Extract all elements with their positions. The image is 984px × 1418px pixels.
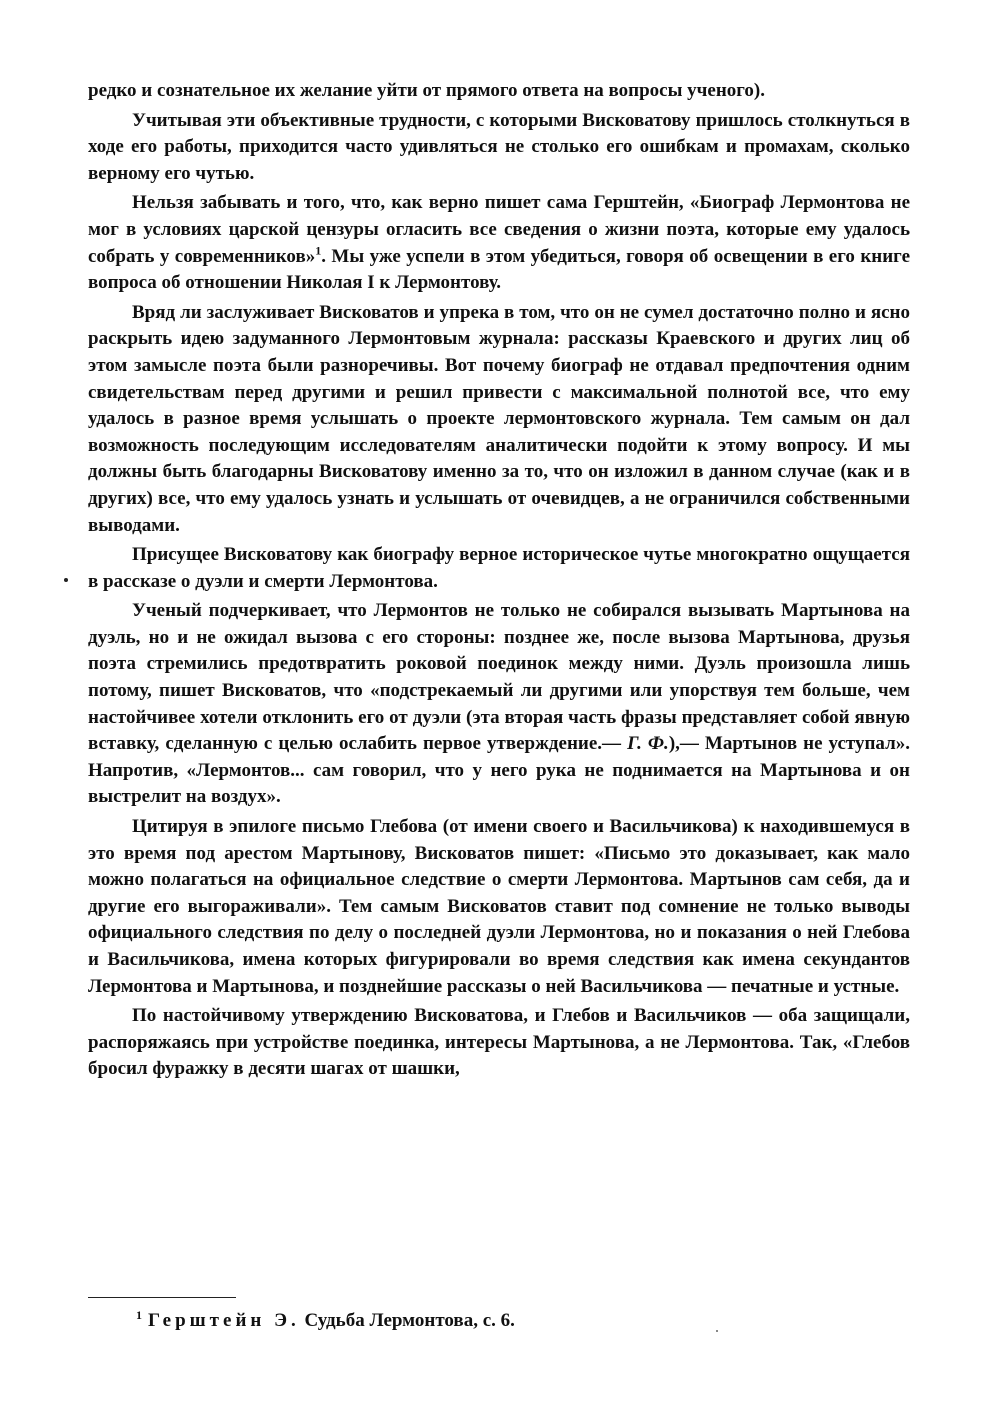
paragraph-6-text-b: ),— Мартынов не уступал». Напротив, «Лермонтов... сам говорил, что у него рука не поднимается на Мартынова и он выстрелит на воздух». xyxy=(88,733,910,808)
footnote-source: Судьба Лермонтова, с. 6. xyxy=(304,1310,515,1331)
footnote-author: Герштейн Э. xyxy=(148,1310,300,1331)
paragraph-1: редко и сознательное их желание уйти от прямого ответа на вопросы ученого). xyxy=(88,80,766,101)
paragraph-3-text-b: . Мы уже успели в этом убедиться, говоря об освещении в его книге вопроса об отношении Николая I к Лермонтову. xyxy=(88,245,910,294)
paragraph-5: Присущее Висковатову как биографу верное историческое чутье многократно ощущается в рассказе о дуэли и смерти Лермонтова. xyxy=(88,544,910,592)
footnote-reference[interactable]: 1 xyxy=(315,243,322,258)
paragraph-6-text-a: Ученый подчеркивает, что Лермонтов не только не собирался вызывать Мартынова на дуэль, но и не ожидал вызова с его стороны: позднее же, после вызова Мартынова, друзья поэта стремились предотвратить роковой поединок между ними. Дуэль произошла лишь потому, пишет Висковатов, что «подстрекаемый ли другими или упорствуя тем больше, чем настойчивее хотели отклонить его от дуэли (эта вторая часть фразы представляет собой явную вставку, сделанную с целью ослабить первое утверждение.— xyxy=(88,600,910,755)
page-body xyxy=(88,78,910,1086)
margin-mark xyxy=(64,578,68,582)
paragraph-4: Вряд ли заслуживает Висковатов и упрека в том, что он не сумел достаточно полно и ясно раскрыть идею задуманного Лермонтовым журнала: рассказы Краевского и других лиц об этом замысле поэта были разноречивы. Вот почему биограф не отдавал предпочтения одним свидетельствам перед другими и решил привести с максимальной полнотой все, что ему удалось в разное время услышать о проекте лермонтовского журнала. Тем самым он дал возможность последующим исследователям аналитически подойти к этому вопросу. И мы должны быть благодарны Висковатову именно за то, что он изложил в данном случае (как и в других) все, что ему удалось узнать и услышать от очевидцев, а не ограничился собственными выводами. xyxy=(88,301,910,536)
paragraph-7: Цитируя в эпилоге письмо Глебова (от имени своего и Васильчикова) к находившемуся в это время под арестом Мартынову, Висковатов пишет: «Письмо это доказывает, как мало можно полагаться на официальное следствие о смерти Лермонтова. Мартынов сам себя, да и другие его выгораживали». Тем самым Висковатов ставит под сомнение не только выводы официального следствия по делу о последней дуэли Лермонтова, но и показания о ней Глебова и Васильчикова, имена которых фигурировали во время следствия как имена секундантов Лермонтова и Мартынова, и позднейшие рассказы о ней Васильчикова — печатные и устные. xyxy=(88,816,910,997)
footnote xyxy=(136,1308,896,1334)
paragraph-6 xyxy=(88,598,910,811)
paragraph-3 xyxy=(88,190,910,296)
author-initials: Г. Ф. xyxy=(627,733,669,755)
scan-speck xyxy=(716,1330,718,1332)
paragraph-3-text-a: Нельзя забывать и того, что, как верно пишет сама Герштейн, «Биограф Лермонтова не мог в условиях царской цензуры огласить все сведения о жизни поэта, которые ему удалось собрать у современников» xyxy=(88,192,910,267)
footnote-divider xyxy=(88,1297,236,1298)
paragraph-2: Учитывая эти объективные трудности, с которыми Висковатову пришлось столкнуться в ходе его работы, приходится часто удивляться не столько его ошибкам и промахам, сколько верному его чутью. xyxy=(88,109,910,184)
footnote-mark: 1 xyxy=(136,1307,142,1322)
paragraph-8: По настойчивому утверждению Висковатова, и Глебов и Васильчиков — оба защищали, распоряжаясь при устройстве поединка, интересы Мартынова, а не Лермонтова. Так, «Глебов бросил фуражку в десяти шагах от шашки, xyxy=(88,1005,910,1080)
